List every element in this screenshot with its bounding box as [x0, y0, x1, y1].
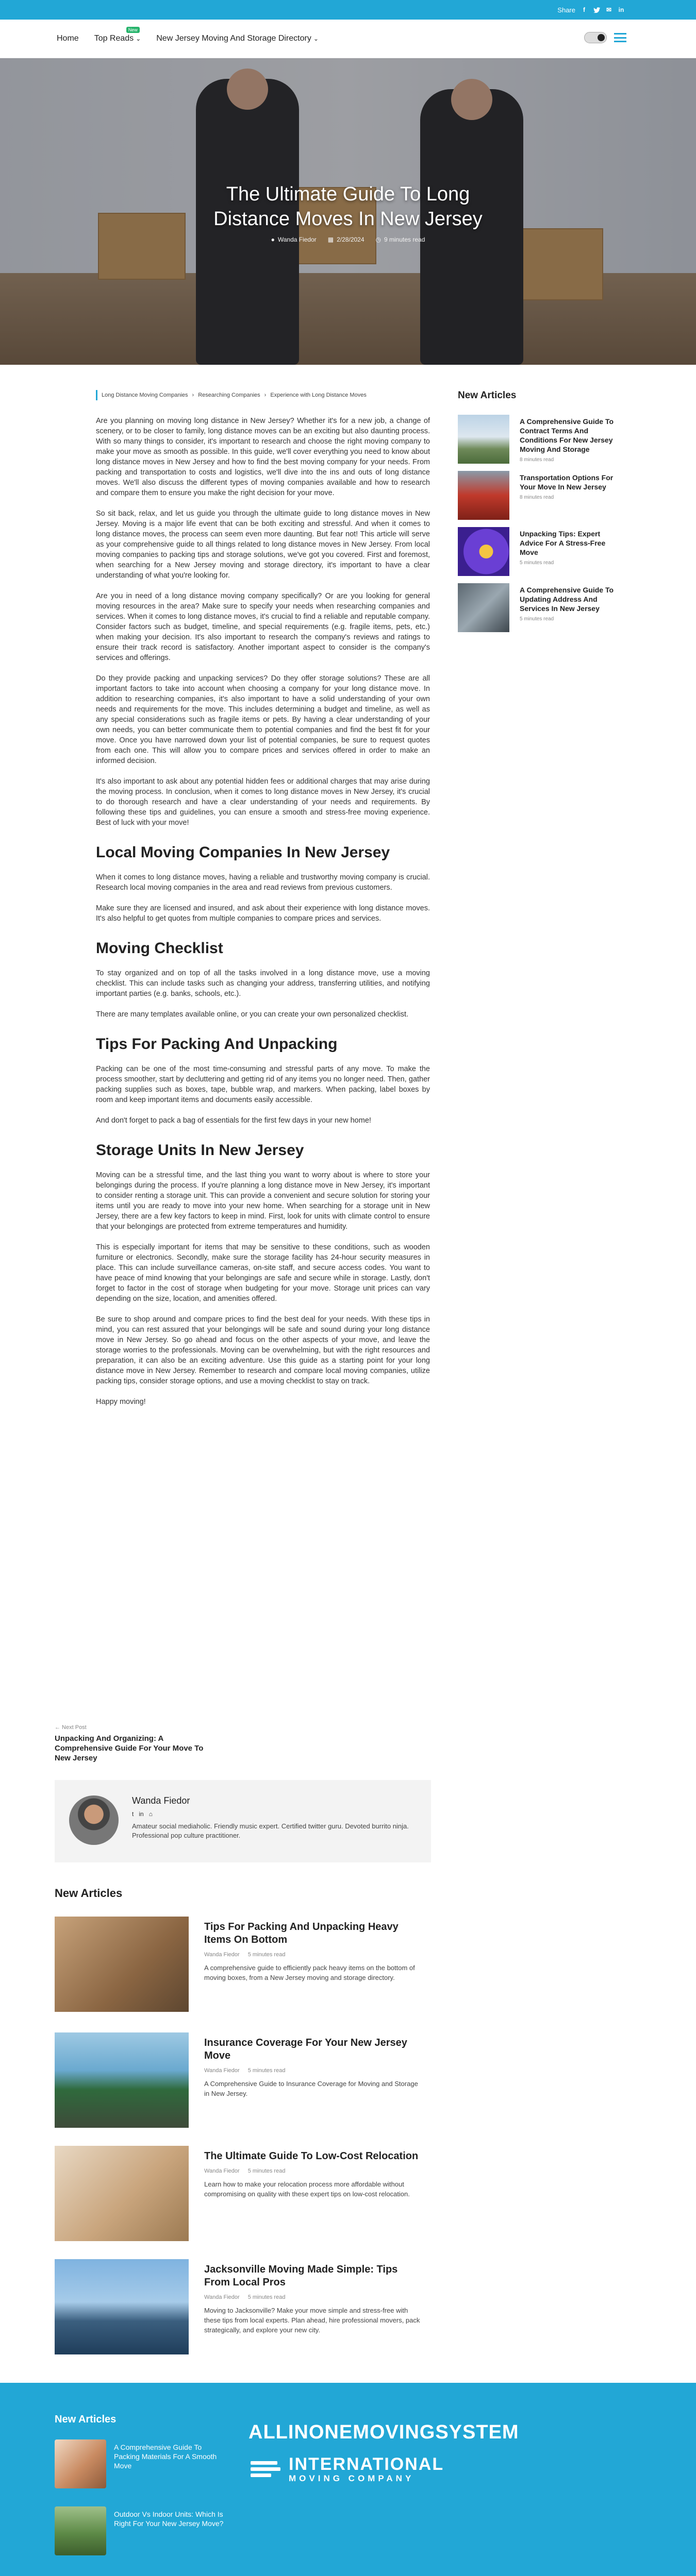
avatar[interactable]: [69, 1795, 119, 1845]
breadcrumb-current: Experience with Long Distance Moves: [270, 392, 367, 398]
site-logo[interactable]: [251, 2455, 444, 2484]
sidebar-article-title[interactable]: Unpacking Tips: Expert Advice For A Stress-Free Move: [520, 530, 606, 556]
sidebar-thumbnail[interactable]: [458, 583, 509, 632]
article-thumbnail[interactable]: [55, 2146, 189, 2241]
paragraph: Make sure they are licensed and insured, and ask about their experience with long distance moves. It's also helpful to get quotes from multiple companies to compare prices and services.: [96, 904, 430, 923]
twitter-icon[interactable]: [593, 6, 600, 13]
sidebar-article[interactable]: [458, 527, 625, 576]
article-thumbnail[interactable]: [55, 2032, 189, 2128]
breadcrumb: [96, 390, 430, 400]
sidebar-thumbnail[interactable]: [458, 527, 509, 576]
site-brand[interactable]: ALLINONEMOVINGSYSTEM: [248, 2421, 519, 2443]
logo-mark-icon: [251, 2459, 280, 2480]
article-readtime: 5 minutes read: [247, 2294, 286, 2300]
article-thumbnail[interactable]: [55, 1917, 189, 2012]
paragraph: Be sure to shop around and compare prices to find the best deal for your needs. With these tips in mind, you can rest assured that your belongings will be safe and sound during your long distance move in New Jersey. So go ahead and focus on the other aspects of your move, and leave the storage worries to the professionals. Moving can be overwhelming, but with the right resources and preparation, it can also be an exciting adventure. Use this guide as a starting point for your long distance move in New Jersey. Remember to research and compare local moving companies, utilize packing tips, consider storage options, and use a moving checklist to stay on track.: [96, 1315, 430, 1385]
chevron-right-icon: ›: [192, 392, 194, 398]
article-title[interactable]: Jacksonville Moving Made Simple: Tips From Local Pros: [204, 2264, 398, 2288]
footer-article-title[interactable]: Outdoor Vs Indoor Units: Which Is Right For Your New Jersey Move?: [114, 2510, 224, 2528]
previous-post-label: ← Next Post: [55, 1724, 87, 1731]
linkedin-icon[interactable]: in: [139, 1810, 144, 1818]
article-excerpt: A Comprehensive Guide to Insurance Coverage for Moving and Storage in New Jersey.: [204, 2080, 418, 2097]
article-readtime: 5 minutes read: [247, 2168, 286, 2174]
sidebar-article[interactable]: [458, 415, 625, 464]
clock-icon: ◷: [375, 236, 381, 243]
article-author[interactable]: Wanda Fiedor: [204, 1952, 240, 1958]
author-name[interactable]: Wanda Fiedor: [132, 1795, 190, 1806]
breadcrumb-item[interactable]: Researching Companies: [198, 392, 260, 398]
paragraph: Do they provide packing and unpacking services? Do they offer storage solutions? These are all important factors to take into account when choosing a company for your long distance move. In addition to researching companies, it's also important to have a solid understanding of your own needs and requirements for the move. This includes determining a budget and timeline, as well as any special considerations such as fragile items or pets. By having a clear understanding of your own needs, you can better communicate them to potential companies and find the best fit for your move. Once you have narrowed down your list of potential companies, be sure to request quotes from each one. This will allow you to compare prices and services offered in order to make an informed decision.: [96, 674, 430, 765]
article-card[interactable]: [55, 2032, 431, 2128]
article-readtime: 5 minutes read: [247, 2067, 286, 2074]
readtime-meta: ◷ 9 minutes read: [375, 236, 425, 243]
footer-article[interactable]: [55, 2506, 230, 2555]
footer: [0, 2383, 696, 2576]
article-excerpt: A comprehensive guide to efficiently pack heavy items on the bottom of moving boxes, from a New Jersey moving and storage directory.: [204, 1964, 415, 1981]
paragraph: Packing can be one of the most time-consuming and stressful parts of any move. To make the process smoother, start by decluttering and getting rid of any items you no longer need. Then, gather packing supplies such as boxes, tape, bubble wrap, and markers. When packing, label boxes by room and keep important items and documents easily accessible.: [96, 1065, 430, 1104]
sidebar-article-title[interactable]: A Comprehensive Guide To Contract Terms And Conditions For New Jersey Moving And Storage: [520, 417, 614, 453]
date-meta: ▦ 2/28/2024: [327, 236, 364, 243]
sidebar-article-title[interactable]: A Comprehensive Guide To Updating Address And Services In New Jersey: [520, 586, 614, 613]
article-card[interactable]: [55, 2259, 431, 2354]
article-card[interactable]: [55, 2146, 431, 2241]
author-box: [55, 1780, 431, 1862]
facebook-icon[interactable]: f: [583, 6, 585, 13]
paragraph: And don't forget to pack a bag of essentials for the first few days in your new home!: [96, 1116, 371, 1125]
previous-post-title[interactable]: Unpacking And Organizing: A Comprehensive Guide For Your Move To New Jersey: [55, 1734, 204, 1762]
paragraph: Happy moving!: [96, 1398, 146, 1406]
share-label: Share: [557, 6, 575, 14]
article-excerpt: Learn how to make your relocation process more affordable without compromising on quality with these expert tips on low-cost relocation.: [204, 2180, 410, 2198]
chevron-right-icon: ›: [264, 392, 267, 398]
menu-icon[interactable]: [614, 33, 626, 42]
nav-item-home[interactable]: Home: [57, 34, 79, 43]
nav-controls: [584, 32, 626, 43]
sidebar: [458, 390, 625, 639]
sidebar-thumbnail[interactable]: [458, 415, 509, 464]
author-social: [132, 1810, 416, 1818]
section-heading: Tips For Packing And Unpacking: [96, 1036, 338, 1053]
page-title: The Ultimate Guide To Long Distance Moves In New Jersey: [213, 183, 483, 230]
article-excerpt: Moving to Jacksonville? Make your move simple and stress-free with these tips from local experts. Plan ahead, hire professional movers, pack strategically, and explore your new city.: [204, 2307, 420, 2334]
sidebar-article[interactable]: [458, 471, 625, 520]
article-title[interactable]: Tips For Packing And Unpacking Heavy Items On Bottom: [204, 1921, 399, 1945]
chevron-down-icon: ⌄: [313, 35, 319, 42]
dark-mode-toggle[interactable]: [584, 32, 607, 43]
footer-article-title[interactable]: A Comprehensive Guide To Packing Materials For A Smooth Move: [114, 2443, 217, 2470]
paragraph: Are you in need of a long distance moving company specifically? Or are you looking for general moving resources in the area? Make sure to specify your needs when researching companies and services. When it comes to long distance moves, it's crucial to find a reliable and reputable company. Consider factors such as budget, timeline, and special requirements (e.g. fragile items, pets, etc.) when making your decision. It's also important to research the company's reviews and ratings to ensure their track record is satisfactory. Another important aspect to consider is the company's services and offerings.: [96, 592, 430, 662]
paragraph: Moving can be a stressful time, and the last thing you want to worry about is where to store your belongings during the process. If you're planning a long distance move in New Jersey, it's important to consider renting a storage unit. This can provide a convenient and secure solution for storing your items until you are ready to move into your new home. When searching for a storage unit in New Jersey, there are a few key factors to keep in mind. First, look for units with climate control to ensure that your belongings are protected from extreme temperatures and humidity.: [96, 1171, 430, 1231]
sidebar-article-title[interactable]: Transportation Options For Your Move In New Jersey: [520, 473, 614, 491]
user-icon: ●: [271, 236, 275, 243]
article-author[interactable]: Wanda Fiedor: [204, 2067, 240, 2074]
section-heading: Moving Checklist: [96, 940, 223, 957]
paragraph: So sit back, relax, and let us guide you through the ultimate guide to long distance moves in New Jersey. Moving is a major life event that can be both exciting and stressful. And when it comes to long distance moves, the process can seem even more daunting. But fear not! This article will serve as your comprehensive guide to all things related to long distance moves in New Jersey. From local moving companies to packing tips and storage solutions, we've got you covered. First and foremost, when searching for a New Jersey moving and storage directory, it's important to have a clear understanding of what you're looking for.: [96, 510, 430, 580]
sidebar-readtime: 5 minutes read: [520, 560, 554, 566]
website-icon[interactable]: ⌂: [148, 1810, 153, 1818]
paragraph: This is especially important for items that may be sensitive to these conditions, such as wooden furniture or electronics. Secondly, make sure the storage facility has 24-hour security measures in place. This can include surveillance cameras, on-site staff, and secure access codes. You want to have peace of mind knowing that your belongings are safe and secure while in storage. Lastly, don't forget to factor in the cost of storage when budgeting for your move. Storage unit prices can vary depending on the size, location, and amenities offered.: [96, 1243, 430, 1303]
previous-post-link[interactable]: [55, 1724, 204, 1763]
footer-new-articles-heading: New Articles: [55, 2414, 117, 2425]
paragraph: Are you planning on moving long distance in New Jersey? Whether it's for a new job, a change of scenery, or to be closer to family, long distance moves can be an exciting but also daunting process. With so many things to consider, it's important to research and choose the right moving company to make your move as smooth as possible. In this guide, we'll cover everything you need to know about long distance moves in New Jersey and how to find the best moving company for your needs. From packing and transportation to costs and logistics, we'll dive into the ins and outs of long distance moves. We'll also discuss the different types of moving companies available and how to research and compare them to ensure you make the right decision for your move.: [96, 417, 430, 497]
main-nav: [0, 20, 696, 58]
top-bar: [0, 0, 696, 20]
sidebar-readtime: 8 minutes read: [520, 457, 554, 463]
logo-text-secondary: MOVING COMPANY: [289, 2473, 415, 2483]
article-title[interactable]: The Ultimate Guide To Low-Cost Relocation: [204, 2150, 419, 2162]
post-meta: [0, 236, 696, 243]
paragraph: It's also important to ask about any potential hidden fees or additional charges that may arise during the moving process. In conclusion, when it comes to long distance moves in New Jersey, it's crucial to do thorough research and have a clear understanding of your needs and requirements. By following these tips and guidelines, you can ensure a smooth and stress-free moving experience. Best of luck with your move!: [96, 777, 430, 827]
footer-thumbnail[interactable]: [55, 2506, 106, 2555]
email-icon[interactable]: ✉: [606, 6, 612, 13]
section-heading: Local Moving Companies In New Jersey: [96, 844, 390, 861]
nav-item-top-reads[interactable]: Top Reads ⌄ New: [94, 27, 141, 43]
twitter-icon[interactable]: t: [132, 1810, 134, 1818]
article-readtime: 5 minutes read: [247, 1952, 286, 1958]
section-heading: Storage Units In New Jersey: [96, 1142, 304, 1159]
footer-thumbnail[interactable]: [55, 2439, 106, 2488]
article-card[interactable]: [55, 1917, 431, 2012]
calendar-icon: ▦: [327, 236, 334, 243]
chevron-down-icon: ⌄: [136, 35, 141, 42]
linkedin-icon[interactable]: in: [618, 6, 624, 13]
sidebar-readtime: 5 minutes read: [520, 616, 554, 622]
logo-text-primary: INTERNATIONAL: [289, 2454, 444, 2474]
article-thumbnail[interactable]: [55, 2259, 189, 2354]
paragraph: There are many templates available online, or you can create your own personalized checklist.: [96, 1010, 409, 1019]
paragraph: When it comes to long distance moves, having a reliable and trustworthy moving company is crucial. Research local moving companies in the area and read reviews from previous customers.: [96, 873, 430, 892]
article-author[interactable]: Wanda Fiedor: [204, 2168, 240, 2174]
footer-article[interactable]: [55, 2439, 230, 2488]
sidebar-readtime: 8 minutes read: [520, 495, 554, 500]
author-meta[interactable]: ● Wanda Fiedor: [271, 236, 317, 243]
article-title[interactable]: Insurance Coverage For Your New Jersey Move: [204, 2037, 407, 2061]
sidebar-title: New Articles: [458, 390, 517, 401]
breadcrumb-item[interactable]: Long Distance Moving Companies: [102, 392, 188, 398]
hero-banner: [0, 58, 696, 365]
sidebar-article[interactable]: [458, 583, 625, 632]
sidebar-thumbnail[interactable]: [458, 471, 509, 520]
author-bio: Amateur social mediaholic. Friendly music expert. Certified twitter guru. Devoted burrito ninja. Professional pop culture practitioner.: [132, 1822, 409, 1839]
new-badge: New: [126, 27, 140, 33]
paragraph: To stay organized and on top of all the tasks involved in a long distance move, use a moving checklist. This can include tasks such as changing your address, transferring utilities, and notifying important parties (e.g. banks, schools, etc.).: [96, 969, 430, 998]
new-articles-heading: New Articles: [55, 1887, 123, 1900]
nav-item-directory[interactable]: New Jersey Moving And Storage Directory ⌄: [156, 34, 319, 43]
article-body: [96, 390, 430, 1417]
article-author[interactable]: Wanda Fiedor: [204, 2294, 240, 2300]
